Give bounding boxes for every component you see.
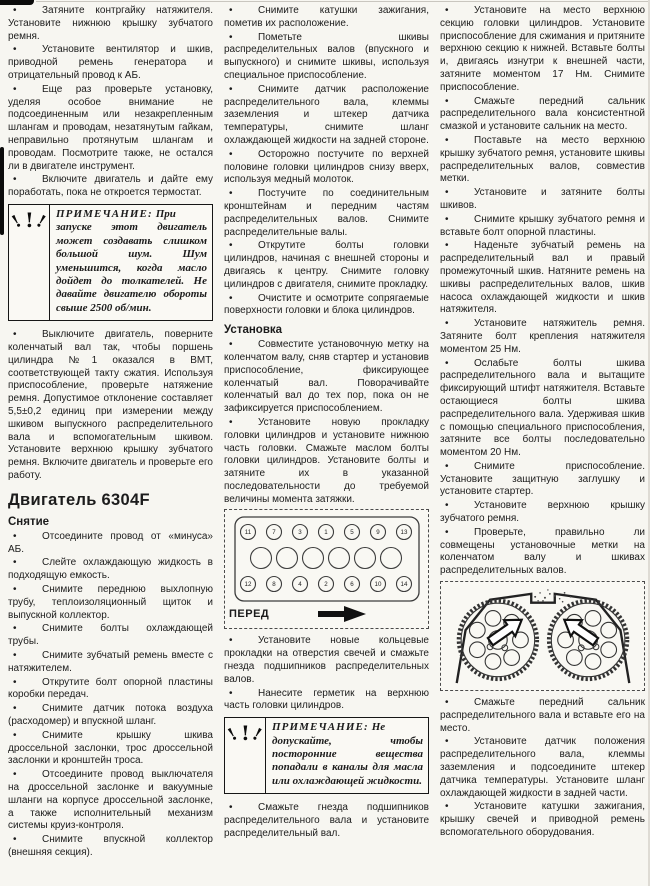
bullet-item	[440, 697, 645, 735]
camshaft-timing-marks-diagram	[440, 581, 645, 691]
bullet-marker: •	[13, 834, 17, 846]
bullet-text: Снимите переднюю выхлопную трубу, теплоизоляционный щиток и выпускной коллектор.	[8, 583, 213, 621]
bullet-marker: •	[13, 44, 17, 56]
warning-exclamation-icon: ! ! !	[225, 718, 266, 793]
bullet-marker: •	[13, 5, 17, 16]
bullet-text: Проверьте, правильно ли совмещены установочные метки на коленчатом валу и шкивах распределительных валов.	[440, 526, 645, 577]
bullet-marker: •	[13, 174, 17, 186]
bolt-number: 8	[271, 581, 276, 589]
bullet-text: Снимите катушки зажигания, пометив их расположение.	[224, 5, 429, 29]
bullet-item	[8, 623, 213, 649]
bullet-text: Установите датчик положения распределительного вала, клеммы заземления и подсоедините штекер датчика температуры. Установите шланг охлаждающей жидкости в задней части.	[440, 736, 645, 799]
bullet-item	[440, 240, 645, 317]
bullet-text: Снимите болты охлаждающей трубы.	[8, 623, 213, 648]
bullet-text: Осторожно постучите по верхней половине головки цилиндров снизу вверх, используя медный молоток.	[224, 148, 429, 186]
bullet-item	[440, 358, 645, 460]
bolt-number: 13	[400, 529, 407, 537]
bullet-item	[224, 339, 429, 416]
bullet-text: Отсоедините провод выключателя на дроссельной заслонке и вакуумные шланги на корпусе дроссельной заслонке, а также исполнительный механизм системы круиз-контроля.	[8, 769, 213, 832]
bullet-text: Нанесите герметик на верхнюю часть головки цилиндров.	[224, 687, 429, 712]
bullet-marker: •	[445, 318, 449, 330]
note-box-foreign-matter	[224, 717, 429, 794]
bullet-item	[224, 149, 429, 187]
bullet-marker: •	[445, 697, 449, 709]
bolt-number: 2	[323, 581, 328, 589]
bullet-item	[224, 84, 429, 148]
bullet-item	[440, 527, 645, 578]
column-2	[224, 5, 429, 861]
bullet-marker: •	[445, 526, 449, 538]
front-direction-indicator	[229, 603, 424, 625]
bullet-text: Снимите впускной коллектор (внешняя секция).	[8, 834, 213, 858]
bullet-marker: •	[445, 95, 449, 107]
bullet-item	[440, 187, 645, 213]
bullet-marker: •	[13, 703, 17, 715]
bullet-text: Очистите и осмотрите сопрягаемые поверхности головки и блока цилиндров.	[224, 292, 429, 317]
scan-artifact	[0, 0, 34, 5]
bolt-number: 14	[400, 581, 407, 589]
note-label: ПРИМЕЧАНИЕ:	[272, 721, 369, 734]
bullet-marker: •	[445, 240, 449, 252]
bullet-text: Установите на место верхнюю секцию головки цилиндров. Установите приспособление для сжимания и притяните верхнюю секцию к нижней. Вставьте болты и, двигаясь изнутри к внешней части, затяните моментом 17 Нм. Снимите приспособление.	[440, 5, 645, 93]
bullet-text: Установите новую прокладку головки цилиндров и установите нижнюю часть головки. Смажьте маслом болты головки цилиндров. Установите болты и затяните их в указанной последовательности до требуемой величины момента затяжки.	[224, 416, 429, 505]
bullet-text: Установите верхнюю крышку зубчатого ремня.	[440, 500, 645, 525]
note-label: ПРИМЕЧАНИЕ:	[56, 207, 153, 220]
bullet-marker: •	[13, 769, 17, 781]
column-3	[440, 5, 645, 861]
bullet-marker: •	[229, 687, 233, 699]
note-box-startup-noise	[8, 204, 213, 321]
bullet-text: Открутите болты головки цилиндров, начиная с внешней стороны и двигаясь к центру. Снимите головку цилиндров с двигателя, снимите прокладку.	[224, 240, 429, 290]
bolt-number: 10	[374, 581, 381, 589]
bullet-marker: •	[445, 357, 449, 369]
bullet-item	[224, 417, 429, 507]
bullet-text: Смажьте передний сальник распределительного вала и вставьте его на место.	[440, 697, 645, 734]
bullet-item	[224, 688, 429, 714]
bullet-item	[8, 730, 213, 768]
bolt-number: 3	[297, 529, 302, 537]
bullet-item	[224, 240, 429, 291]
bolt-number: 1	[323, 529, 328, 537]
bullet-marker: •	[445, 213, 449, 225]
bullet-marker: •	[445, 500, 449, 512]
bullet-marker: •	[13, 623, 17, 635]
bullet-marker: •	[229, 240, 233, 252]
bullet-marker: •	[229, 148, 233, 160]
bullet-marker: •	[13, 583, 17, 595]
bullet-item	[440, 318, 645, 356]
bullet-text: Пометьте шкивы распределительных валов (впускного и выпускного) и снимите шкивы, используя специальное приспособление.	[224, 31, 429, 81]
scan-artifact	[36, 1, 650, 2]
bullet-marker: •	[229, 416, 233, 428]
bolt-number: 9	[375, 529, 380, 537]
bullet-text: Открутите болт опорной пластины коробки передач.	[8, 676, 213, 701]
bullet-marker: •	[13, 729, 17, 741]
bullet-text: Выключите двигатель, поверните коленчатый вал так, чтобы поршень цилиндра №1 оказался в ВМТ, соответствующей такту сжатия. Используя приспособление, проверьте натяжение ремня. Допустимое отклонение составляет 5,5±0,2 единиц при измерении между шкивом выпускного распределительного вала и вспомогательным шкивом. Установите верхнюю крышку зубчатого ремня. Включите двигатель и проверьте его работу.	[8, 329, 213, 481]
bullet-item	[8, 84, 213, 174]
bullet-marker: •	[445, 801, 449, 813]
bullet-text: Включите двигатель и дайте ему поработать, пока не откроется термостат.	[8, 174, 213, 199]
bullet-item	[224, 293, 429, 319]
bullet-marker: •	[229, 31, 233, 43]
bullet-text: Снимите крышку шкива дроссельной заслонки, трос дроссельной заслонки и кронштейн троса.	[8, 729, 213, 767]
bullet-item	[224, 188, 429, 239]
bullet-item	[440, 96, 645, 134]
bullet-item	[440, 461, 645, 499]
bullet-text: Снимите приспособление. Установите защитную заглушку и установите стартер.	[440, 460, 645, 498]
front-label: ПЕРЕД	[229, 608, 270, 621]
bullet-text: Снимите крышку зубчатого ремня и вставьте болт опорной пластины.	[440, 213, 645, 238]
bullet-marker: •	[445, 5, 449, 16]
bolt-number: 11	[244, 529, 251, 537]
bullet-item	[8, 5, 213, 43]
bolt-number: 4	[297, 581, 302, 589]
cylinder-head-plate-drawing	[233, 515, 421, 603]
bullet-marker: •	[229, 292, 233, 304]
bullet-item	[8, 677, 213, 703]
bullet-marker: •	[229, 635, 233, 647]
camshaft-sprockets-drawing	[448, 587, 638, 687]
bullet-item	[440, 135, 645, 186]
bullet-text: Ослабьте болты шкива распределительного вала и вытащите фиксирующий штифт натяжителя. Вставьте остающиеся болты шкива распределительного вала. Удерживая шкив с помощью специального приспособления, затяните все болты последовательно моментом 20 Нм.	[440, 357, 645, 459]
bullet-text: Установите и затяните болты шкивов.	[440, 187, 645, 211]
bullet-marker: •	[13, 676, 17, 688]
warning-exclamation-icon: ! ! !	[9, 205, 50, 320]
bullet-marker: •	[229, 188, 233, 200]
bullet-marker: •	[445, 736, 449, 748]
bullet-marker: •	[445, 460, 449, 472]
bullet-item	[224, 5, 429, 31]
scan-artifact	[0, 147, 4, 235]
bullet-text: Затяните контргайку натяжителя. Установите нижнюю крышку зубчатого ремня.	[8, 5, 213, 42]
bullet-text: Отсоедините провод от «минуса» АБ.	[8, 530, 213, 555]
bullet-item	[8, 44, 213, 82]
bullet-item	[8, 769, 213, 833]
bullet-text: Снимите датчик потока воздуха (расходомер) и впускной шланг.	[8, 703, 213, 727]
bullet-item	[8, 557, 213, 583]
bolt-number: 6	[349, 581, 354, 589]
bullet-marker: •	[229, 802, 233, 814]
bullet-item	[8, 834, 213, 860]
bullet-item	[8, 703, 213, 729]
bullet-item	[440, 214, 645, 240]
bullet-text: Снимите датчик расположение распределительного вала, клеммы заземления и штекер датчика температуры, снимите шланг охлаждающей жидкости на задней стороне.	[224, 83, 429, 146]
bullet-text: Наденьте зубчатый ремень на распределительный вал и правый промежуточный шкив. Натяните ремень на шкивы распределительных валов, шкив насоса охлаждающей жидкости и шкив натяжителя.	[440, 240, 645, 316]
removal-subtitle: Снятие	[8, 515, 50, 528]
bullet-marker: •	[445, 187, 449, 199]
bullet-item	[8, 174, 213, 200]
text-columns	[8, 5, 645, 861]
column-1	[8, 5, 213, 861]
installation-subtitle: Установка	[224, 324, 283, 337]
bolt-tightening-sequence-diagram	[224, 509, 429, 629]
bullet-item	[8, 584, 213, 622]
bullet-marker: •	[13, 649, 17, 661]
bullet-text: Снимите зубчатый ремень вместе с натяжителем.	[8, 649, 213, 674]
bolt-number: 12	[244, 581, 251, 589]
bolt-number: 7	[271, 529, 276, 537]
bullet-marker: •	[445, 134, 449, 146]
bullet-text: Совместите установочную метку на коленчатом валу, сняв стартер и установив приспособление, фиксирующее коленчатый вал. Поворачивайте коленчатый вал до тех пор, пока он не зафиксируется приспособлением.	[224, 339, 429, 415]
bullet-text: Еще раз проверьте установку, уделяя особое внимание не подсоединенным или незакрепленным шлангам и проводам, незатянутым гайкам, неправильно протянутым шлангам и проводам. Посмотрите также, не остался ли в двигателе инструмент.	[8, 83, 213, 172]
bullet-text: Смажьте передний сальник распределительного вала консистентной смазкой и установите сальник на место.	[440, 95, 645, 133]
bullet-item	[8, 329, 213, 483]
bullet-text: Постучите по соединительным кронштейнам и передним частям распределительных валов. Снимите распределительные валы.	[224, 188, 429, 238]
bullet-item	[440, 801, 645, 839]
bullet-marker: •	[229, 5, 233, 16]
bullet-item	[8, 531, 213, 557]
bullet-item	[224, 802, 429, 840]
bullet-marker: •	[229, 339, 233, 351]
engine-section-title: Двигатель 6304F	[8, 490, 150, 509]
bullet-text: Поставьте на место верхнюю крышку зубчатого ремня, установите шкивы распределительных валов, совместив метки.	[440, 134, 645, 185]
bullet-text: Слейте охлаждающую жидкость в подходящую емкость.	[8, 557, 213, 582]
bullet-item	[224, 32, 429, 83]
bullet-text: Установите натяжитель ремня. Затяните болт крепления натяжителя моментом 25 Нм.	[440, 318, 645, 355]
note-body-text: При запуске этот двигатель может создавать слишком большой шум. Шум уменьшится, когда масло дойдет до толкателей. Не давайте двигателю обороты свыше 2500 об/мин.	[56, 207, 207, 314]
bullet-marker: •	[13, 329, 17, 341]
bullet-marker: •	[229, 83, 233, 95]
bullet-text: Установите вентилятор и шкив, приводной ремень генератора и отрицательный провод к АБ.	[8, 44, 213, 81]
bullet-marker: •	[13, 83, 17, 95]
bullet-text: Смажьте гнезда подшипников распределительного вала и установите распределительный вал.	[224, 802, 429, 839]
bullet-marker: •	[13, 530, 17, 542]
bullet-item	[440, 500, 645, 526]
bullet-item	[8, 650, 213, 676]
note-text	[266, 718, 428, 793]
bolt-number: 5	[349, 529, 354, 537]
bullet-item	[440, 736, 645, 800]
bullet-text: Установите катушки зажигания, крышку свечей и приводной ремень вспомогательного оборудования.	[440, 801, 645, 839]
note-body-text: Не допускайте, чтобы посторонние вещества попадали в каналы для масла или охлаждающей жидкости.	[272, 721, 423, 787]
bullet-text: Установите новые кольцевые прокладки на отверстия свечей и смажьте гнезда подшипников распределительных валов.	[224, 635, 429, 685]
bullet-marker: •	[13, 557, 17, 569]
bullet-item	[224, 635, 429, 686]
note-text	[50, 205, 212, 320]
right-arrow-icon	[318, 606, 366, 622]
bullet-item	[440, 5, 645, 95]
